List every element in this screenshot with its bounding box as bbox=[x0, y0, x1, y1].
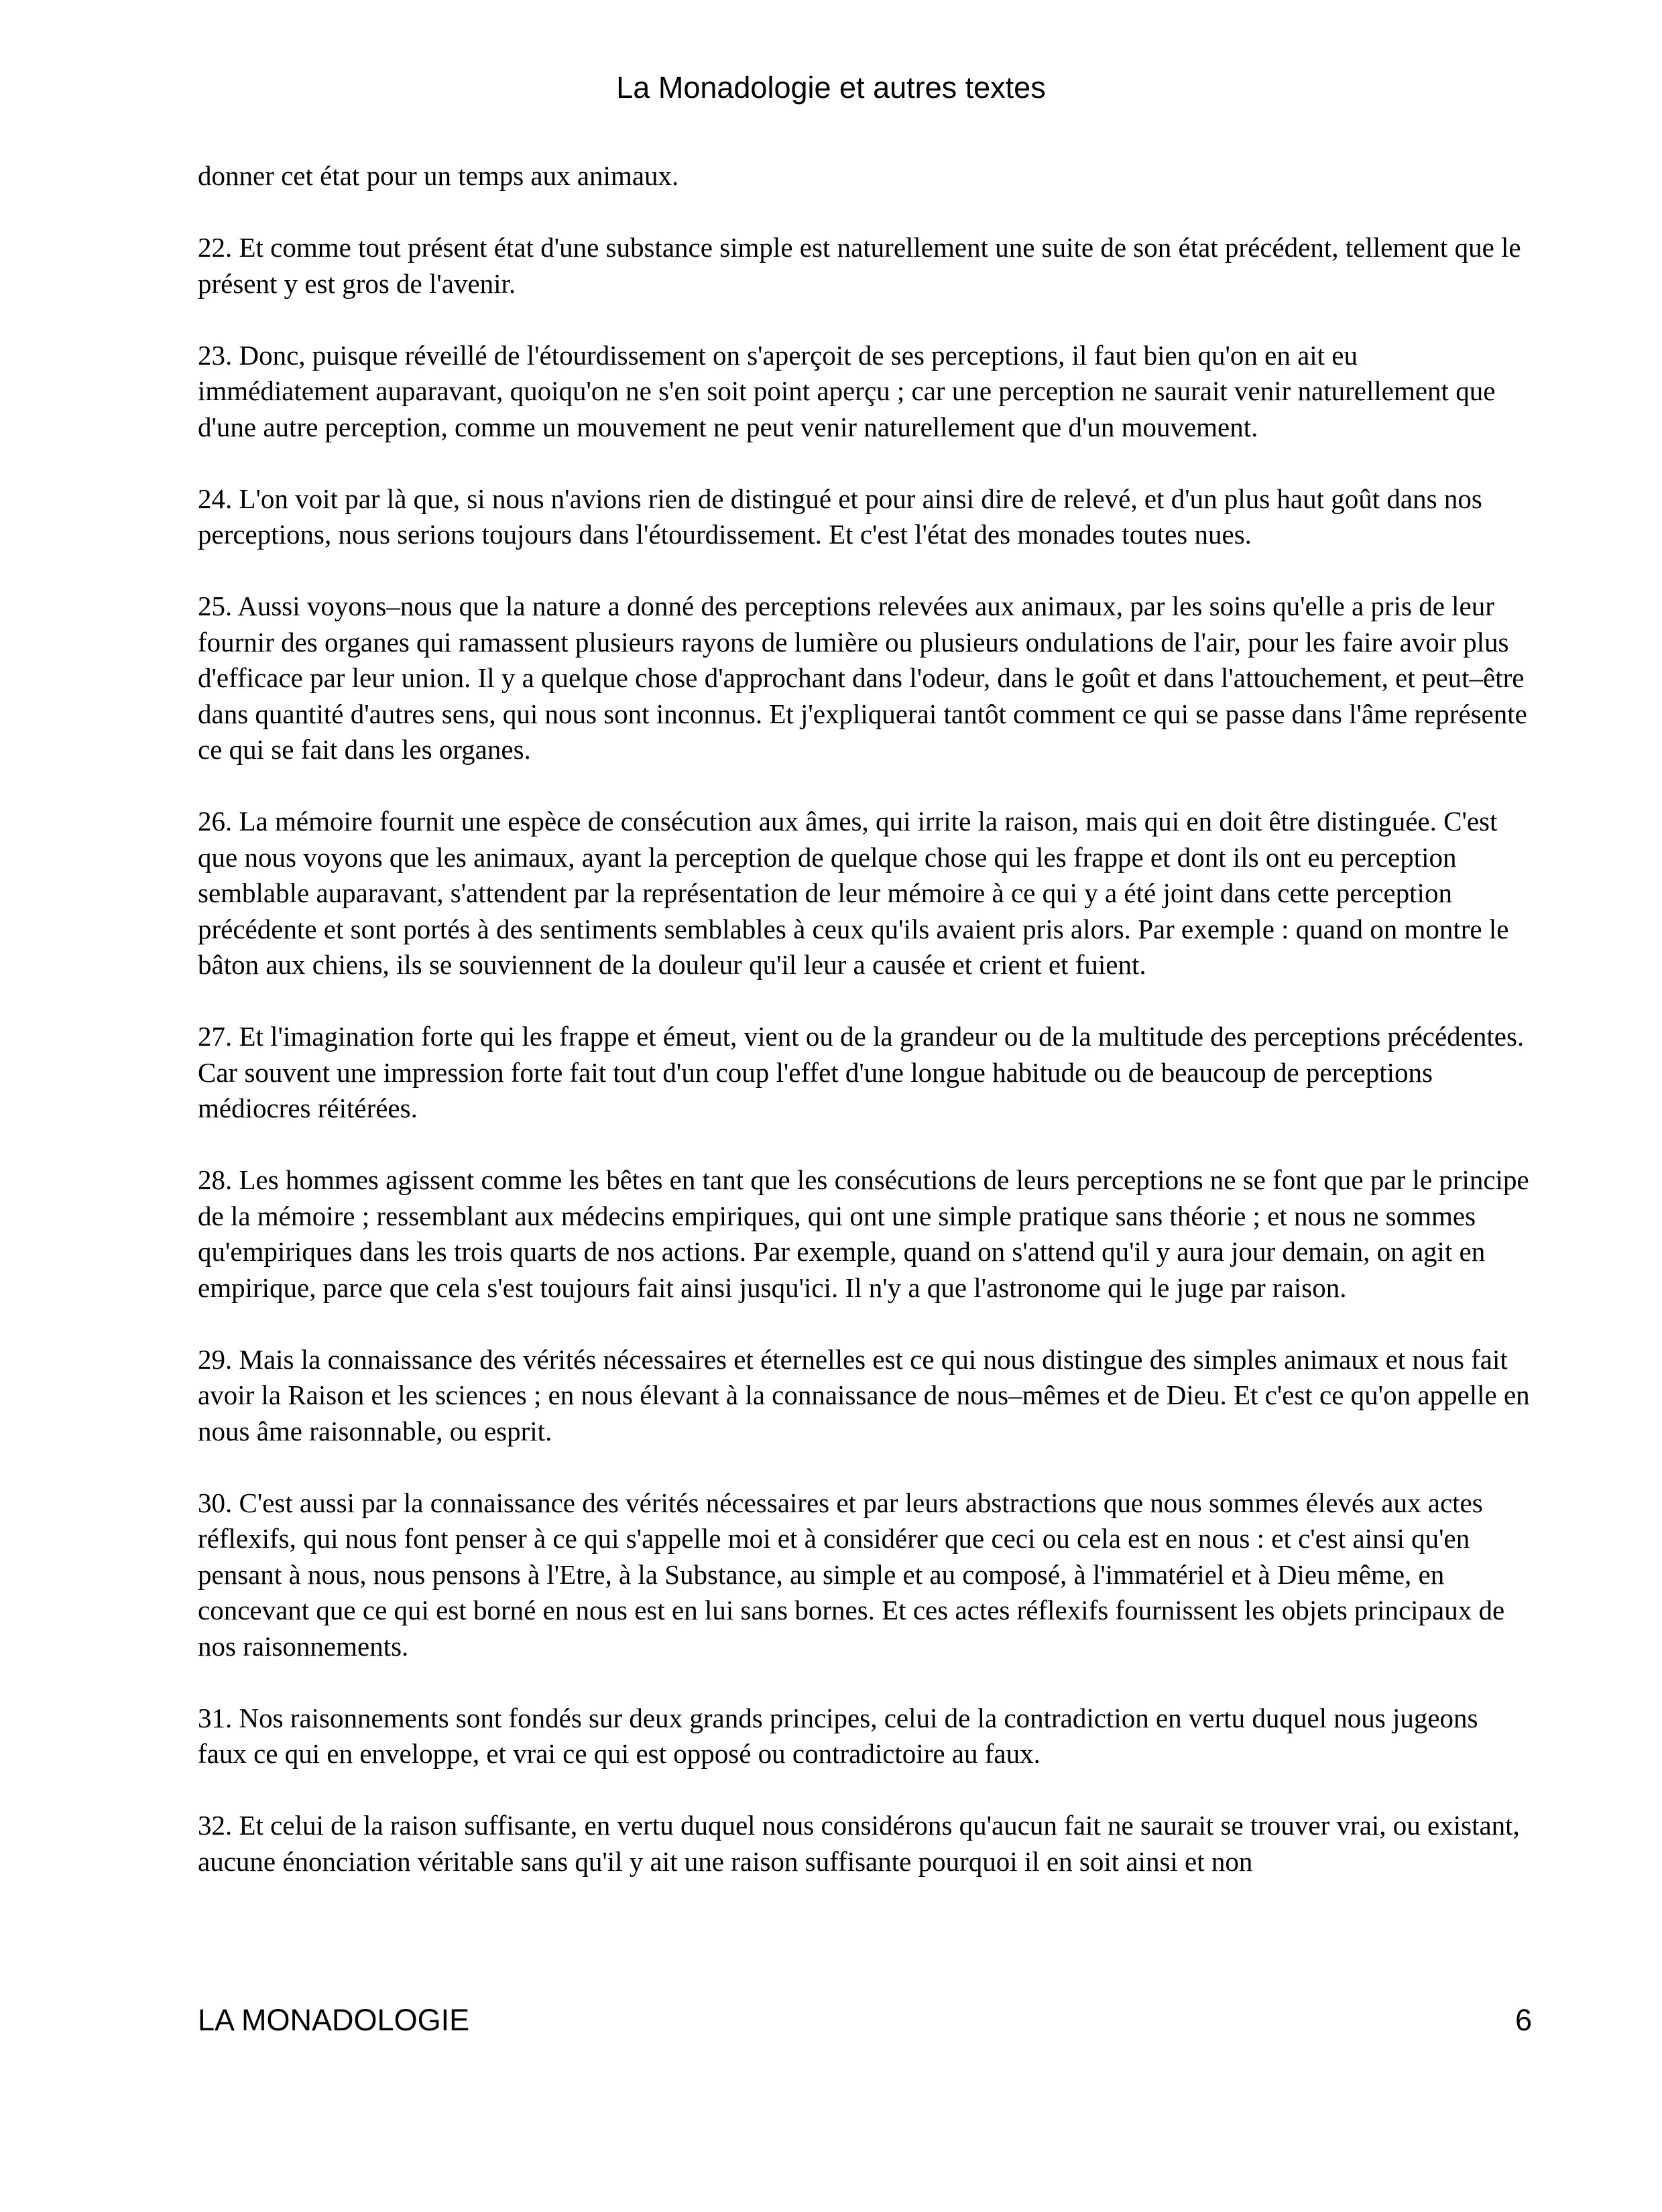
page-number: 6 bbox=[1515, 2003, 1532, 2037]
paragraph-27: 27. Et l'imagination forte qui les frappe et émeut, vient ou de la grandeur ou de la multitude des perceptions précédentes. Car souvent une impression forte fait tout d'un coup l'effet d'une longue habitude ou de beaucoup de perceptions médiocres réitérées. bbox=[198, 1021, 1525, 1123]
page-body bbox=[198, 158, 1532, 1880]
paragraph-22: 22. Et comme tout présent état d'une substance simple est naturellement une suite de son état précédent, tellement que le présent y est gros de l'avenir. bbox=[198, 232, 1521, 299]
paragraph-24: 24. L'on voit par là que, si nous n'avions rien de distingué et pour ainsi dire de relevé, et d'un plus haut goût dans nos perceptions, nous serions toujours dans l'étourdissement. Et c'est l'état des monades toutes nues. bbox=[198, 483, 1482, 550]
running-footer bbox=[198, 2002, 1532, 2039]
paragraph-31: 31. Nos raisonnements sont fondés sur deux grands principes, celui de la contradiction en vertu duquel nous jugeons faux ce qui en enveloppe, et vrai ce qui est opposé ou contradictoire au faux. bbox=[198, 1702, 1478, 1769]
paragraph-32: 32. Et celui de la raison suffisante, en vertu duquel nous considérons qu'aucun fait ne saurait se trouver vrai, ou existant, aucune énonciation véritable sans qu'il y ait une raison suffisante pourquoi il en soit ainsi et non bbox=[198, 1810, 1520, 1877]
footer-section-title: LA MONADOLOGIE bbox=[198, 2003, 470, 2037]
paragraph-25: 25. Aussi voyons–nous que la nature a donné des perceptions relevées aux animaux, par les soins qu'elle a pris de leur fournir des organes qui ramassent plusieurs rayons de lumière ou plusieurs ondulations de l'air, pour les faire avoir plus d'efficace par leur union. Il y a quelque chose d'approchant dans l'odeur, dans le goût et dans l'attouchement, et peut–être dans quantité d'autres sens, qui nous sont inconnus. Et j'expliquerai tantôt comment ce qui se passe dans l'âme représente ce qui se fait dans les organes. bbox=[198, 591, 1527, 765]
paragraph-28: 28. Les hommes agissent comme les bêtes en tant que les consécutions de leurs perceptions ne se font que par le principe de la mémoire ; ressemblant aux médecins empiriques, qui ont une simple pratique sans théorie ; et nous ne sommes qu'empiriques dans les trois quarts de nos actions. Par exemple, quand on s'attend qu'il y aura jour demain, on agit en empirique, parce que cela s'est toujours fait ainsi jusqu'ici. Il n'y a que l'astronome qui le juge par raison. bbox=[198, 1164, 1529, 1303]
paragraph-continuation: donner cet état pour un temps aux animaux. bbox=[198, 160, 679, 191]
paragraph-26: 26. La mémoire fournit une espèce de consécution aux âmes, qui irrite la raison, mais qui en doit être distinguée. C'est que nous voyons que les animaux, ayant la perception de quelque chose qui les frappe et dont ils ont eu perception semblable auparavant, s'attendent par la représentation de leur mémoire à ce qui y a été joint dans cette perception précédente et sont portés à des sentiments semblables à ceux qu'ils avaient pris alors. Par exemple : quand on montre le bâton aux chiens, ils se souviennent de la douleur qu'il leur a causée et crient et fuient. bbox=[198, 806, 1509, 980]
paragraph-23: 23. Donc, puisque réveillé de l'étourdissement on s'aperçoit de ses perceptions, il faut bien qu'on en ait eu immédiatement auparavant, quoiqu'on ne s'en soit point aperçu ; car une perception ne saurait venir naturellement que d'une autre perception, comme un mouvement ne peut venir naturellement que d'un mouvement. bbox=[198, 339, 1496, 442]
paragraph-30: 30. C'est aussi par la connaissance des vérités nécessaires et par leurs abstractions que nous sommes élevés aux actes réflexifs, qui nous font penser à ce qui s'appelle moi et à considérer que ceci ou cela est en nous : et c'est ainsi qu'en pensant à nous, nous pensons à l'Etre, à la Substance, au simple et au composé, à l'immatériel et à Dieu même, en concevant que ce qui est borné en nous est en lui sans bornes. Et ces actes réflexifs fournissent les objets principaux de nos raisonnements. bbox=[198, 1487, 1505, 1662]
paragraph-29: 29. Mais la connaissance des vérités nécessaires et éternelles est ce qui nous distingue des simples animaux et nous fait avoir la Raison et les sciences ; en nous élevant à la connaissance de nous–mêmes et de Dieu. Et c'est ce qu'on appelle en nous âme raisonnable, ou esprit. bbox=[198, 1343, 1530, 1447]
running-header: La Monadologie et autres textes bbox=[616, 70, 1046, 105]
